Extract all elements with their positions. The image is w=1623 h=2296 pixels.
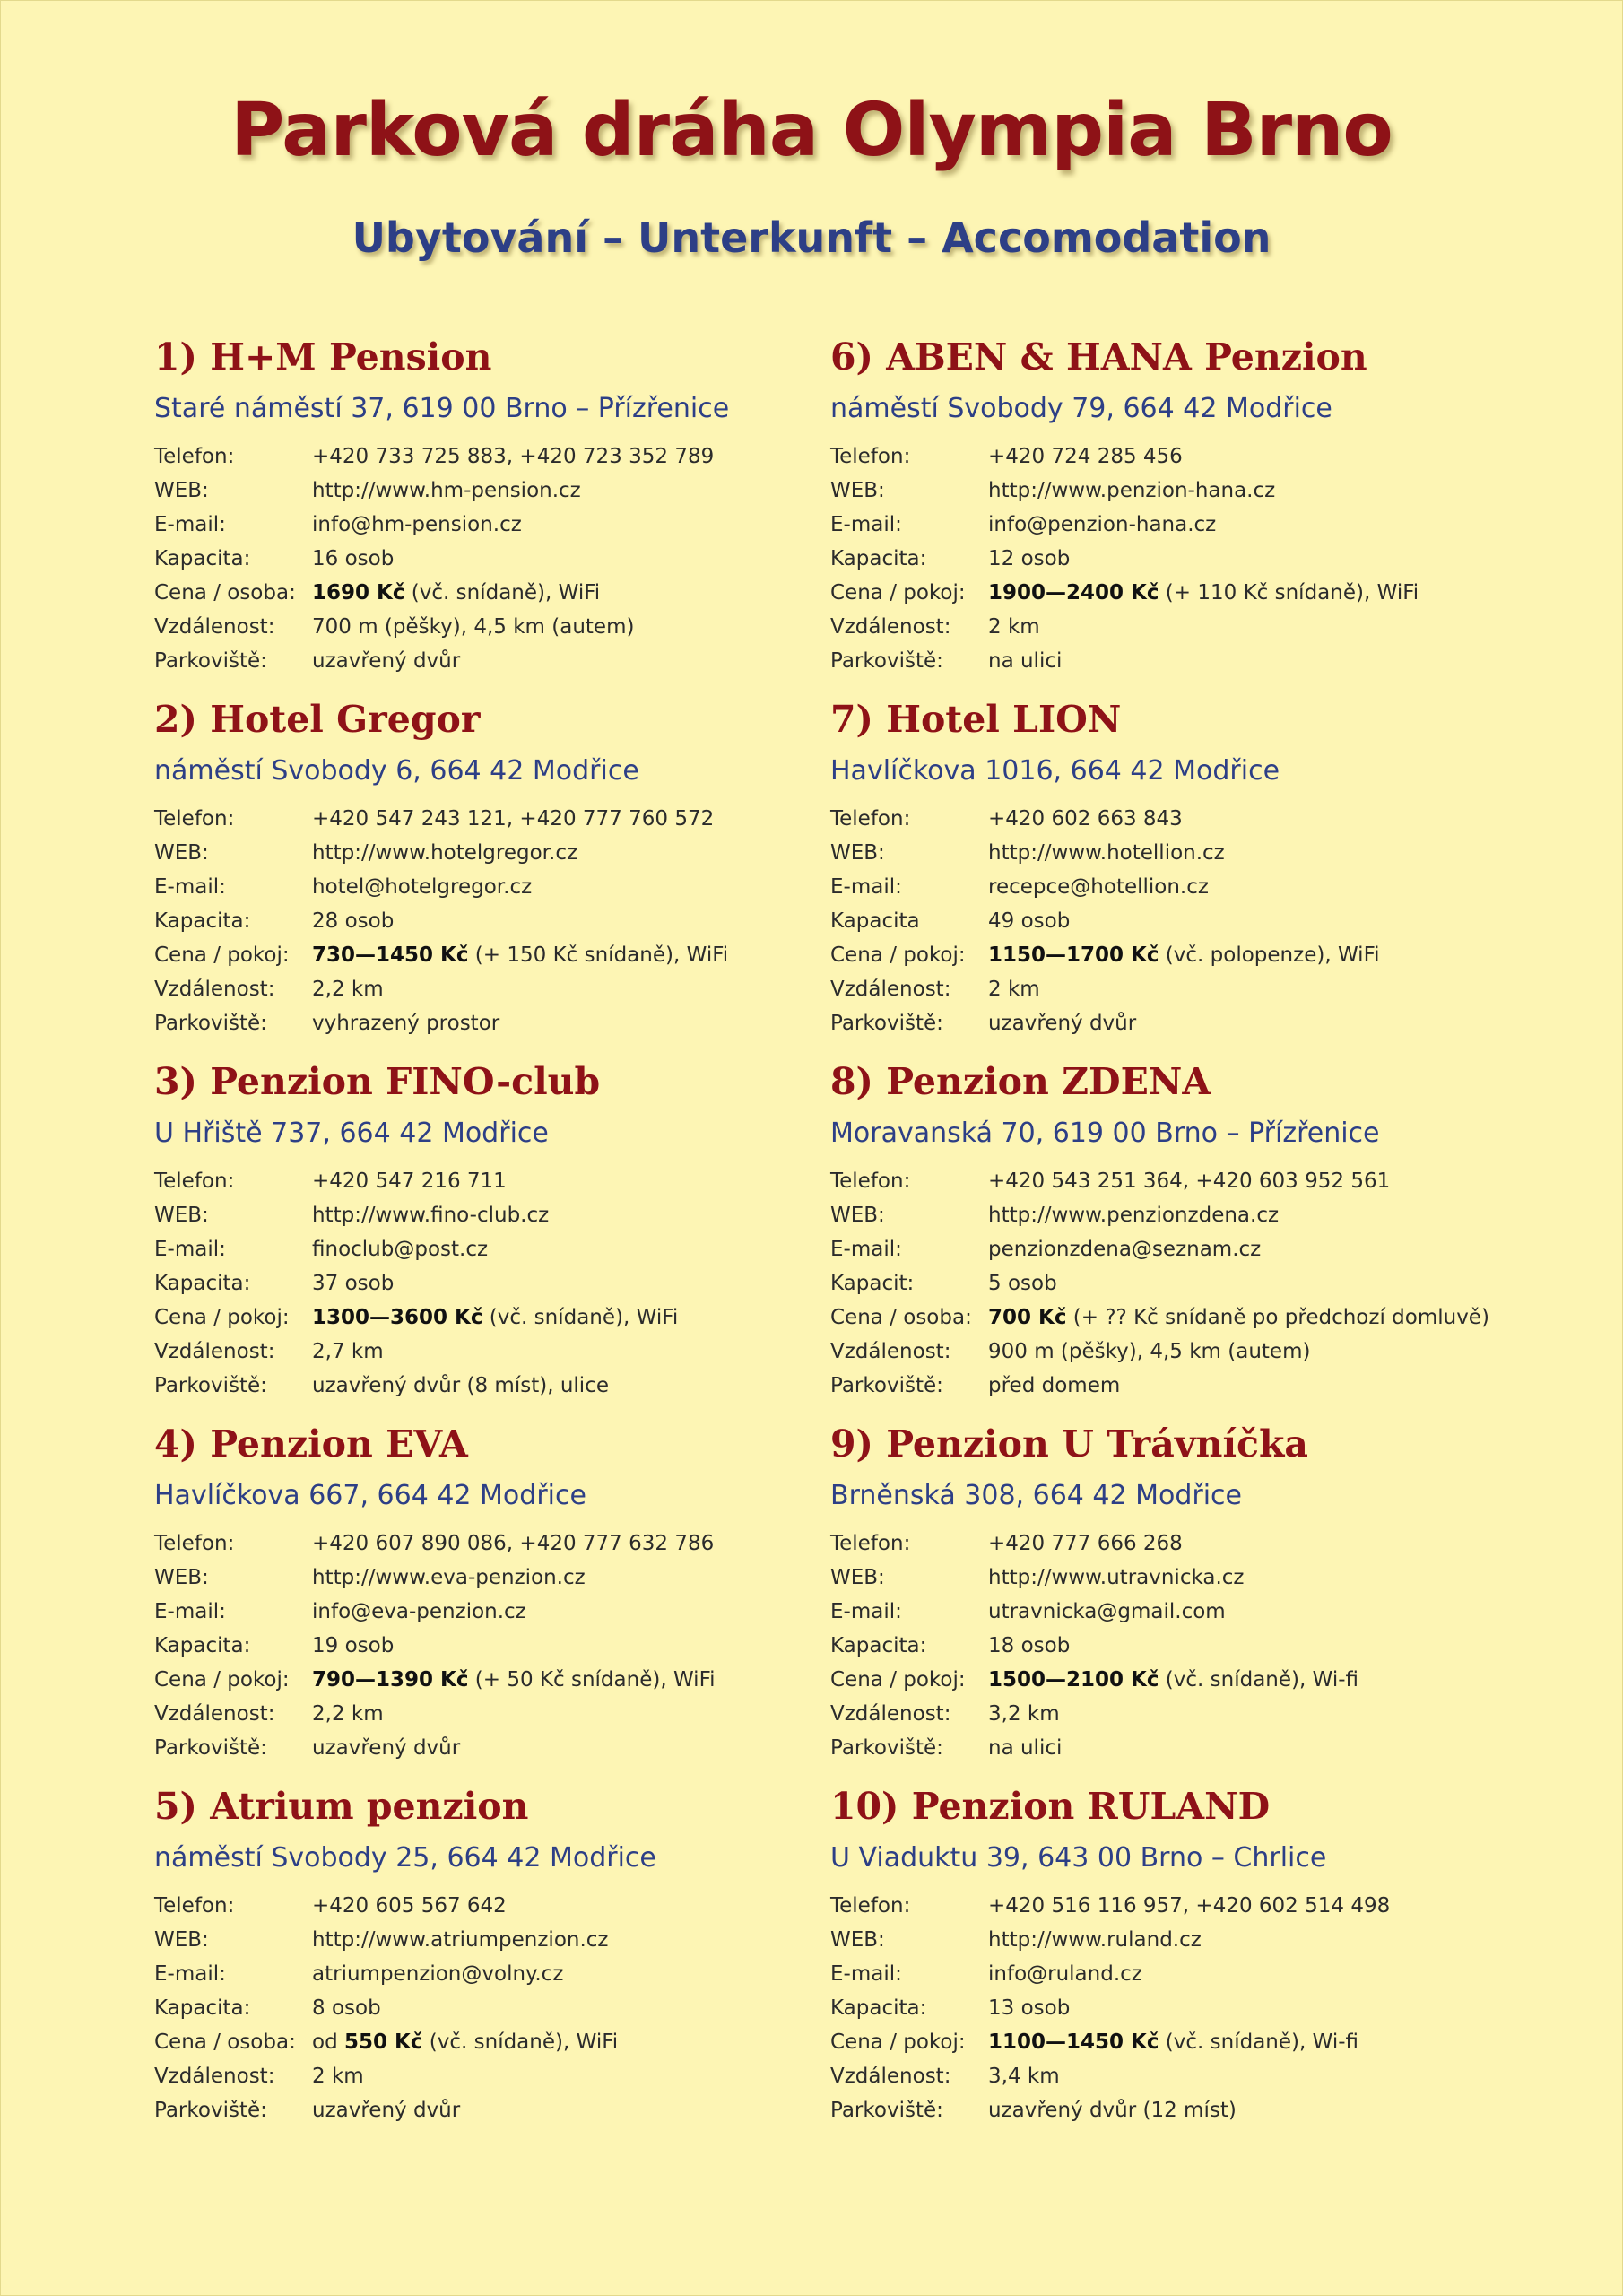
distance-value: 3,4 km <box>988 2065 1060 2088</box>
capacity-label: Kapacita: <box>830 547 927 570</box>
phone-row <box>830 1164 1489 1198</box>
distance-row <box>830 2059 1390 2093</box>
parking-label: Parkoviště: <box>154 1736 267 1760</box>
price-note: (+ 150 Kč snídaně), WiFi <box>468 944 729 967</box>
phone-value: +420 547 243 121, +420 777 760 572 <box>312 807 715 831</box>
listing-details <box>154 1526 716 1765</box>
price-value <box>312 581 600 604</box>
listing-details <box>154 1164 678 1403</box>
price-note: (vč. snídaně), Wi-fi <box>1159 2031 1359 2054</box>
phone-value: +420 516 116 957, +420 602 514 498 <box>988 1894 1391 1918</box>
price-amount: 790—1390 Kč <box>312 1668 469 1692</box>
web-row <box>830 1561 1358 1595</box>
email-row <box>154 1232 678 1266</box>
email-label: E-mail: <box>154 513 226 536</box>
capacity-value: 18 osob <box>988 1634 1071 1657</box>
phone-label: Telefon: <box>830 1170 911 1193</box>
price-amount: 1300—3600 Kč <box>312 1306 483 1329</box>
phone-row <box>154 439 714 474</box>
email-row <box>154 870 728 904</box>
parking-label: Parkoviště: <box>154 649 267 673</box>
distance-row <box>154 1335 678 1369</box>
price-note: (vč. snídaně), WiFi <box>404 581 601 604</box>
web-link[interactable]: http://www.ruland.cz <box>988 1928 1202 1952</box>
distance-label: Vzdálenost: <box>830 1702 951 1726</box>
listing-card <box>154 1060 836 1422</box>
web-link[interactable]: http://www.hm-pension.cz <box>312 479 581 502</box>
capacity-label: Kapacita: <box>830 1634 927 1657</box>
email-row <box>154 1595 716 1629</box>
price-row <box>830 938 1380 972</box>
capacity-label: Kapacita: <box>154 909 251 933</box>
email-link[interactable]: info@penzion-hana.cz <box>988 513 1217 536</box>
distance-row <box>154 972 728 1006</box>
phone-label: Telefon: <box>154 445 235 468</box>
distance-label: Vzdálenost: <box>154 1702 275 1726</box>
distance-value: 2,2 km <box>312 978 384 1001</box>
listing-name: 10) Penzion RULAND <box>830 1785 1271 1828</box>
phone-row <box>830 802 1380 836</box>
parking-row <box>154 1006 728 1040</box>
distance-label: Vzdálenost: <box>154 978 275 1001</box>
price-label: Cena / pokoj: <box>830 581 966 604</box>
price-value <box>312 944 728 967</box>
listing-name: 6) ABEN & HANA Penzion <box>830 335 1367 378</box>
listing-details <box>830 439 1419 678</box>
page-subtitle: Ubytování – Unterkunft – Accomodation <box>352 213 1271 262</box>
phone-value: +420 602 663 843 <box>988 807 1183 831</box>
listing-card <box>830 1422 1512 1785</box>
listing-details <box>154 1889 618 2127</box>
email-row <box>154 1957 618 1991</box>
web-link[interactable]: http://www.fino-club.cz <box>312 1204 550 1227</box>
capacity-value: 28 osob <box>312 909 395 933</box>
parking-label: Parkoviště: <box>830 649 943 673</box>
capacity-value: 16 osob <box>312 547 395 570</box>
price-amount: 1100—1450 Kč <box>988 2031 1159 2054</box>
parking-value: na ulici <box>988 649 1063 673</box>
capacity-value: 8 osob <box>312 1996 381 2020</box>
listing-details <box>154 802 728 1040</box>
listing-card <box>154 335 836 698</box>
web-row <box>154 1923 618 1957</box>
web-row <box>154 1561 716 1595</box>
listing-card <box>830 1060 1512 1422</box>
capacity-value: 49 osob <box>988 909 1071 933</box>
listing-card <box>830 335 1512 698</box>
distance-value: 2 km <box>988 615 1040 639</box>
phone-label: Telefon: <box>830 445 911 468</box>
price-value <box>988 1306 1489 1329</box>
distance-label: Vzdálenost: <box>154 615 275 639</box>
phone-value: +420 724 285 456 <box>988 445 1183 468</box>
listing-name: 3) Penzion FINO-club <box>154 1060 601 1103</box>
email-label: E-mail: <box>830 513 902 536</box>
listing-card <box>830 1785 1512 2147</box>
price-value <box>312 1306 678 1329</box>
price-amount: 1150—1700 Kč <box>988 944 1159 967</box>
distance-value: 900 m (pěšky), 4,5 km (autem) <box>988 1340 1311 1363</box>
price-row <box>154 576 714 610</box>
listing-details <box>830 1889 1390 2127</box>
capacity-row <box>154 1629 716 1663</box>
web-label: WEB: <box>830 479 885 502</box>
capacity-label: Kapacita: <box>154 547 251 570</box>
listing-name: 1) H+M Pension <box>154 335 492 378</box>
price-row <box>830 1300 1489 1335</box>
price-value <box>988 1668 1358 1692</box>
phone-value: +420 733 725 883, +420 723 352 789 <box>312 445 715 468</box>
capacity-label: Kapacita <box>830 909 920 933</box>
price-label: Cena / pokoj: <box>830 2031 966 2054</box>
phone-value: +420 543 251 364, +420 603 952 561 <box>988 1170 1391 1193</box>
web-label: WEB: <box>154 1566 209 1589</box>
listing-address: Havlíčkova 1016, 664 42 Modřice <box>830 755 1280 787</box>
parking-label: Parkoviště: <box>154 1374 267 1397</box>
price-label: Cena / pokoj: <box>154 1306 290 1329</box>
capacity-label: Kapacita: <box>830 1996 927 2020</box>
page-title: Parková dráha Olympia Brno <box>230 88 1393 173</box>
email-label: E-mail: <box>154 1238 226 1261</box>
phone-row <box>154 802 728 836</box>
price-row <box>830 576 1419 610</box>
price-note: (+ 110 Kč snídaně), WiFi <box>1159 581 1419 604</box>
price-row <box>830 1663 1358 1697</box>
capacity-value: 13 osob <box>988 1996 1071 2020</box>
listing-card <box>154 1422 836 1785</box>
email-link[interactable]: info@ruland.cz <box>988 1962 1142 1986</box>
distance-label: Vzdálenost: <box>154 1340 275 1363</box>
listing-address: náměstí Svobody 25, 664 42 Modřice <box>154 1842 656 1874</box>
listing-name: 9) Penzion U Trávníčka <box>830 1422 1308 1465</box>
distance-value: 2,7 km <box>312 1340 384 1363</box>
capacity-label: Kapacita: <box>154 1272 251 1295</box>
price-amount: 1690 Kč <box>312 581 405 604</box>
phone-value: +420 777 666 268 <box>988 1532 1183 1555</box>
web-row <box>154 1198 678 1232</box>
parking-value: uzavřený dvůr <box>312 649 461 673</box>
parking-value: uzavřený dvůr <box>312 1736 461 1760</box>
distance-row <box>830 610 1419 644</box>
parking-value: vyhrazený prostor <box>312 1012 500 1035</box>
price-amount: 1500—2100 Kč <box>988 1668 1159 1692</box>
distance-row <box>154 2059 618 2093</box>
price-value <box>988 2031 1358 2054</box>
distance-label: Vzdálenost: <box>830 615 951 639</box>
parking-row <box>154 2093 618 2127</box>
price-amount: 700 Kč <box>988 1306 1067 1329</box>
web-row <box>154 836 728 870</box>
email-label: E-mail: <box>154 1962 226 1986</box>
parking-value: před domem <box>988 1374 1121 1397</box>
price-label: Cena / osoba: <box>154 581 296 604</box>
web-link[interactable]: http://www.eva-penzion.cz <box>312 1566 586 1589</box>
listing-card <box>830 698 1512 1060</box>
parking-value: uzavřený dvůr <box>312 2099 461 2122</box>
parking-value: uzavřený dvůr (8 míst), ulice <box>312 1374 609 1397</box>
web-link[interactable]: http://www.utravnicka.cz <box>988 1566 1245 1589</box>
email-link[interactable]: penzionzdena@seznam.cz <box>988 1238 1262 1261</box>
email-label: E-mail: <box>830 1238 902 1261</box>
capacity-row <box>830 1629 1358 1663</box>
parking-value: uzavřený dvůr (12 míst) <box>988 2099 1237 2122</box>
phone-label: Telefon: <box>830 1532 911 1555</box>
price-note: (vč. snídaně), Wi-fi <box>1159 1668 1359 1692</box>
listing-name: 8) Penzion ZDENA <box>830 1060 1211 1103</box>
listing-details <box>154 439 714 678</box>
phone-label: Telefon: <box>154 1532 235 1555</box>
price-label: Cena / osoba: <box>830 1306 972 1329</box>
listing-details <box>830 802 1380 1040</box>
email-link[interactable]: atriumpenzion@volny.cz <box>312 1962 564 1986</box>
listing-address: U Viaduktu 39, 643 00 Brno – Chrlice <box>830 1842 1327 1874</box>
distance-value: 3,2 km <box>988 1702 1060 1726</box>
price-label: Cena / pokoj: <box>154 944 290 967</box>
capacity-row <box>154 1991 618 2025</box>
email-link[interactable]: info@eva-penzion.cz <box>312 1600 526 1623</box>
listing-name: 2) Hotel Gregor <box>154 698 481 741</box>
listing-name: 4) Penzion EVA <box>154 1422 468 1465</box>
capacity-row <box>830 1266 1489 1300</box>
price-note: (vč. snídaně), WiFi <box>482 1306 679 1329</box>
email-label: E-mail: <box>154 1600 226 1623</box>
price-label: Cena / pokoj: <box>154 1668 290 1692</box>
distance-value: 2 km <box>312 2065 364 2088</box>
distance-label: Vzdálenost: <box>830 1340 951 1363</box>
email-row <box>830 1232 1489 1266</box>
price-value <box>312 1668 716 1692</box>
listing-address: Moravanská 70, 619 00 Brno – Přízřenice <box>830 1118 1380 1149</box>
parking-row <box>830 1006 1380 1040</box>
email-link[interactable]: finoclub@post.cz <box>312 1238 489 1261</box>
phone-row <box>830 439 1419 474</box>
price-note: (+ ?? Kč snídaně po předchozí domluvě) <box>1066 1306 1489 1329</box>
distance-value: 700 m (pěšky), 4,5 km (autem) <box>312 615 635 639</box>
parking-value: uzavřený dvůr <box>988 1012 1137 1035</box>
email-row <box>830 1957 1390 1991</box>
distance-value: 2 km <box>988 978 1040 1001</box>
web-label: WEB: <box>154 841 209 865</box>
listings-column-right <box>830 335 1512 2147</box>
listing-address: náměstí Svobody 79, 664 42 Modřice <box>830 393 1332 424</box>
distance-row <box>830 1335 1489 1369</box>
distance-row <box>830 972 1380 1006</box>
listing-details <box>830 1164 1489 1403</box>
capacity-value: 12 osob <box>988 547 1071 570</box>
price-row <box>830 2025 1390 2059</box>
listing-address: Staré náměstí 37, 619 00 Brno – Přízřenice <box>154 393 730 424</box>
phone-label: Telefon: <box>154 1170 235 1193</box>
parking-row <box>830 2093 1390 2127</box>
listing-address: U Hřiště 737, 664 42 Modřice <box>154 1118 549 1149</box>
web-label: WEB: <box>830 1204 885 1227</box>
price-amount: 550 Kč <box>343 2031 423 2054</box>
price-label: Cena / pokoj: <box>830 1668 966 1692</box>
parking-row <box>830 644 1419 678</box>
email-label: E-mail: <box>830 1962 902 1986</box>
capacity-value: 5 osob <box>988 1272 1057 1295</box>
parking-label: Parkoviště: <box>830 1736 943 1760</box>
distance-row <box>830 1697 1358 1731</box>
web-row <box>830 1198 1489 1232</box>
phone-value: +420 547 216 711 <box>312 1170 507 1193</box>
parking-label: Parkoviště: <box>830 1012 943 1035</box>
capacity-row <box>830 904 1380 938</box>
email-row <box>830 870 1380 904</box>
capacity-row <box>830 1991 1390 2025</box>
listing-address: náměstí Svobody 6, 664 42 Modřice <box>154 755 639 787</box>
phone-row <box>154 1164 678 1198</box>
capacity-value: 37 osob <box>312 1272 395 1295</box>
email-label: E-mail: <box>830 1600 902 1623</box>
parking-value: na ulici <box>988 1736 1063 1760</box>
capacity-label: Kapacit: <box>830 1272 915 1295</box>
price-note: (+ 50 Kč snídaně), WiFi <box>468 1668 716 1692</box>
phone-value: +420 607 890 086, +420 777 632 786 <box>312 1532 715 1555</box>
email-link[interactable]: info@hm-pension.cz <box>312 513 522 536</box>
listings-column-left <box>154 335 836 2147</box>
price-row <box>154 1663 716 1697</box>
price-value <box>312 2031 618 2054</box>
capacity-value: 19 osob <box>312 1634 395 1657</box>
listing-card <box>154 1785 836 2147</box>
web-row <box>154 474 714 508</box>
price-label: Cena / osoba: <box>154 2031 296 2054</box>
capacity-label: Kapacita: <box>154 1634 251 1657</box>
price-row <box>154 938 728 972</box>
parking-label: Parkoviště: <box>830 2099 943 2122</box>
phone-row <box>154 1889 618 1923</box>
web-link[interactable]: http://www.atriumpenzion.cz <box>312 1928 609 1952</box>
capacity-row <box>154 904 728 938</box>
price-row <box>154 2025 618 2059</box>
parking-row <box>154 1369 678 1403</box>
web-link[interactable]: http://www.penzionzdena.cz <box>988 1204 1280 1227</box>
email-row <box>830 1595 1358 1629</box>
parking-row <box>154 1731 716 1765</box>
parking-row <box>830 1731 1358 1765</box>
phone-row <box>830 1889 1390 1923</box>
capacity-row <box>154 542 714 576</box>
parking-label: Parkoviště: <box>154 1012 267 1035</box>
web-row <box>830 1923 1390 1957</box>
email-link[interactable]: recepce@hotellion.cz <box>988 875 1209 899</box>
parking-label: Parkoviště: <box>830 1374 943 1397</box>
email-label: E-mail: <box>154 875 226 899</box>
capacity-row <box>154 1266 678 1300</box>
price-note: (vč. polopenze), WiFi <box>1159 944 1380 967</box>
web-row <box>830 474 1419 508</box>
phone-row <box>830 1526 1358 1561</box>
price-label: Cena / pokoj: <box>830 944 966 967</box>
parking-label: Parkoviště: <box>154 2099 267 2122</box>
distance-row <box>154 1697 716 1731</box>
distance-value: 2,2 km <box>312 1702 384 1726</box>
distance-label: Vzdálenost: <box>830 978 951 1001</box>
web-label: WEB: <box>154 1928 209 1952</box>
phone-label: Telefon: <box>154 807 235 831</box>
price-amount: 730—1450 Kč <box>312 944 469 967</box>
web-link[interactable]: http://www.penzion-hana.cz <box>988 479 1276 502</box>
email-row <box>830 508 1419 542</box>
listing-address: Brněnská 308, 664 42 Modřice <box>830 1480 1243 1511</box>
phone-label: Telefon: <box>830 1894 911 1918</box>
web-label: WEB: <box>154 479 209 502</box>
web-label: WEB: <box>830 1928 885 1952</box>
distance-row <box>154 610 714 644</box>
web-label: WEB: <box>830 1566 885 1589</box>
parking-row <box>830 1369 1489 1403</box>
phone-row <box>154 1526 716 1561</box>
price-prefix: od <box>312 2031 344 2054</box>
phone-label: Telefon: <box>830 807 911 831</box>
web-link[interactable]: http://www.hotellion.cz <box>988 841 1225 865</box>
email-link[interactable]: utravnicka@gmail.com <box>988 1600 1226 1623</box>
listing-address: Havlíčkova 667, 664 42 Modřice <box>154 1480 586 1511</box>
parking-row <box>154 644 714 678</box>
web-row <box>830 836 1380 870</box>
price-value <box>988 581 1419 604</box>
web-label: WEB: <box>830 841 885 865</box>
listing-card <box>154 698 836 1060</box>
listing-name: 5) Atrium penzion <box>154 1785 529 1828</box>
price-note: (vč. snídaně), WiFi <box>422 2031 619 2054</box>
price-row <box>154 1300 678 1335</box>
phone-label: Telefon: <box>154 1894 235 1918</box>
price-value <box>988 944 1380 967</box>
price-amount: 1900—2400 Kč <box>988 581 1159 604</box>
email-row <box>154 508 714 542</box>
distance-label: Vzdálenost: <box>154 2065 275 2088</box>
distance-label: Vzdálenost: <box>830 2065 951 2088</box>
web-link[interactable]: http://www.hotelgregor.cz <box>312 841 578 865</box>
capacity-row <box>830 542 1419 576</box>
listing-details <box>830 1526 1358 1765</box>
listing-name: 7) Hotel LION <box>830 698 1122 741</box>
email-label: E-mail: <box>830 875 902 899</box>
web-label: WEB: <box>154 1204 209 1227</box>
capacity-label: Kapacita: <box>154 1996 251 2020</box>
email-link[interactable]: hotel@hotelgregor.cz <box>312 875 533 899</box>
phone-value: +420 605 567 642 <box>312 1894 507 1918</box>
